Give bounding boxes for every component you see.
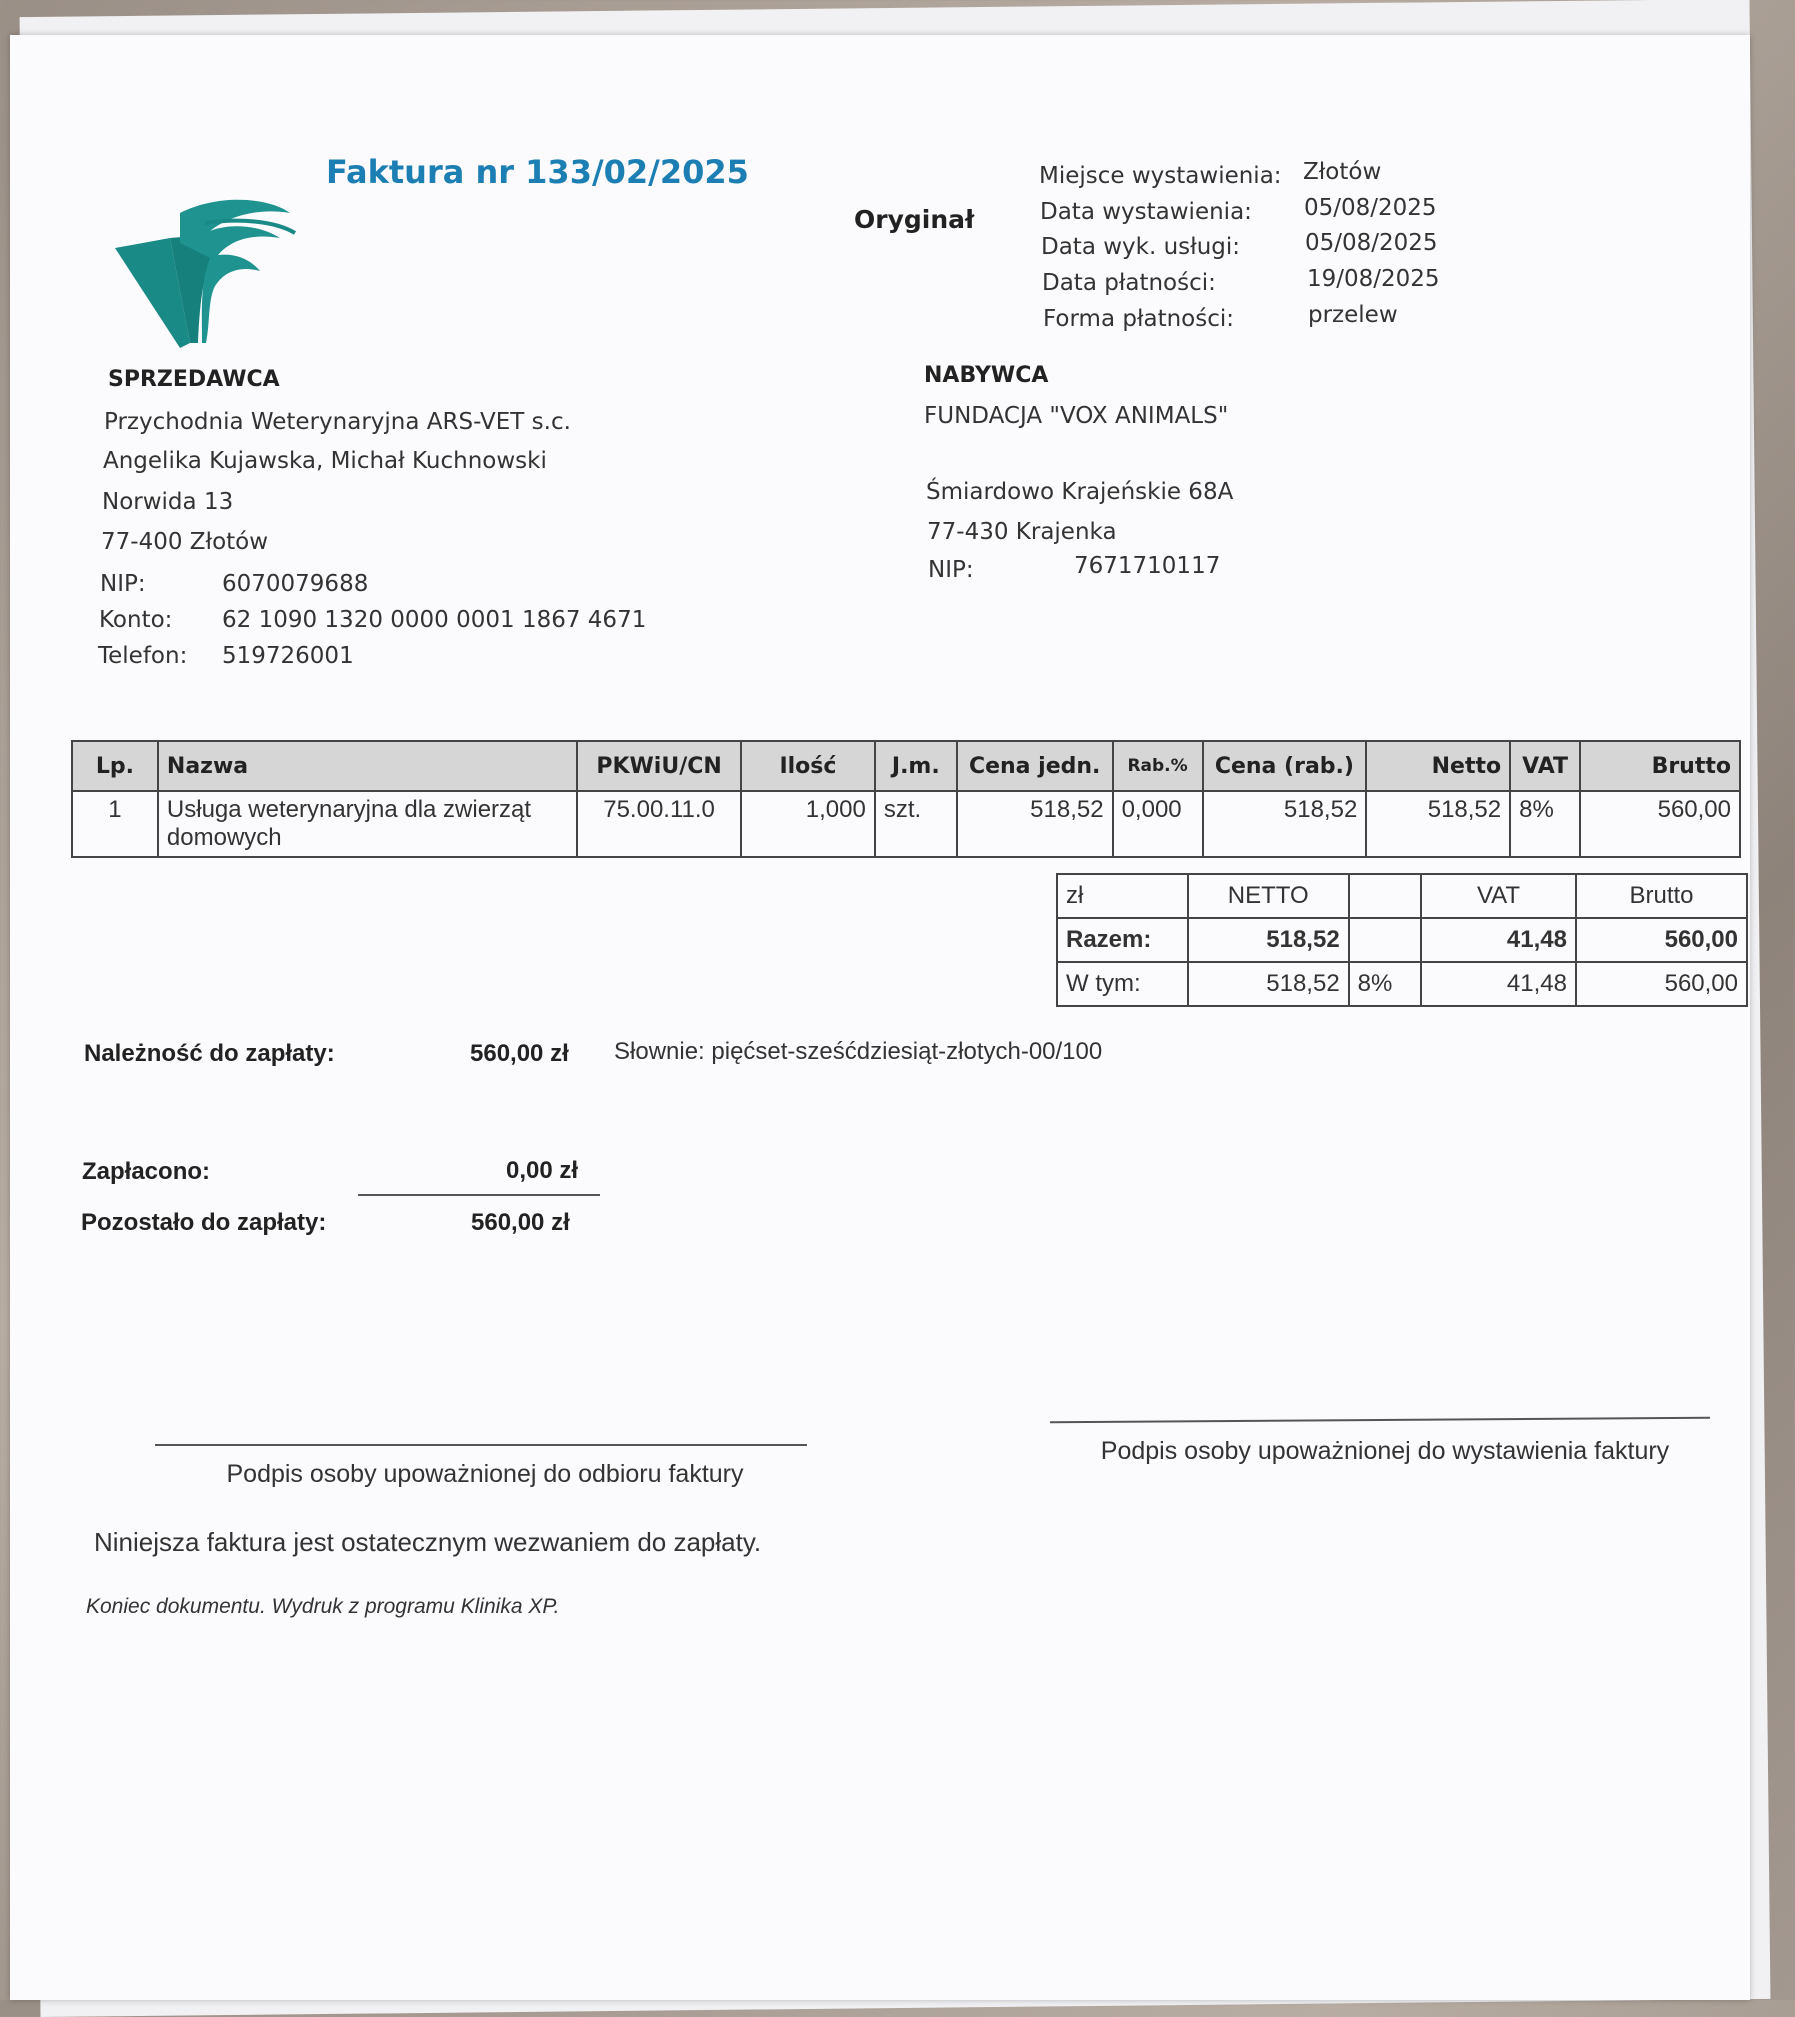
col-header-vat: VAT	[1510, 741, 1580, 791]
clinic-logo-icon	[110, 193, 300, 353]
paid-underline	[358, 1194, 600, 1196]
remaining-label: Pozostało do zapłaty:	[81, 1209, 327, 1236]
cell-net: 518,52	[1366, 791, 1510, 857]
totals-razem-label: Razem:	[1057, 918, 1188, 962]
totals-wtym-gross: 560,00	[1576, 962, 1747, 1006]
cell-gross: 560,00	[1580, 791, 1740, 857]
seller-phone-label: Telefon:	[98, 643, 188, 669]
receiver-signature-label: Podpis osoby upoważnionej do odbioru faktury	[226, 1460, 744, 1488]
seller-account: 62 1090 1320 0000 0001 1867 4671	[222, 607, 647, 633]
meta-value-due-date: 19/08/2025	[1307, 266, 1440, 292]
document-footer: Koniec dokumentu. Wydruk z programu Klinika XP.	[86, 1595, 560, 1618]
cell-name: Usługa weterynaryjna dla zwierząt domowych	[158, 791, 577, 857]
totals-header-currency: zł	[1057, 874, 1188, 918]
col-header-unit: J.m.	[875, 741, 957, 791]
amount-due-label: Należność do zapłaty:	[84, 1040, 335, 1067]
col-header-discounted-price: Cena (rab.)	[1203, 741, 1367, 791]
col-header-gross: Brutto	[1580, 741, 1740, 791]
cell-pkwiu: 75.00.11.0	[577, 791, 741, 857]
seller-account-label: Konto:	[99, 607, 173, 633]
buyer-nip-label: NIP:	[928, 557, 974, 583]
totals-wtym-rate: 8%	[1349, 962, 1421, 1006]
buyer-city: 77-430 Krajenka	[927, 519, 1117, 545]
paid-label: Zapłacono:	[82, 1158, 211, 1185]
totals-header-rate	[1349, 874, 1421, 918]
cell-discount: 0,000	[1113, 791, 1203, 857]
col-header-discount: Rab.%	[1113, 741, 1203, 791]
seller-city: 77-400 Złotów	[101, 529, 269, 555]
totals-wtym-net: 518,52	[1188, 962, 1349, 1006]
issuer-signature-line	[1050, 1417, 1710, 1424]
amount-due-value: 560,00 zł	[470, 1040, 569, 1067]
items-header-row	[72, 741, 1740, 791]
cell-vat: 8%	[1510, 791, 1580, 857]
issuer-signature-label: Podpis osoby upoważnionej do wystawienia faktury	[1100, 1437, 1670, 1465]
totals-razem-row	[1057, 918, 1747, 962]
col-header-qty: Ilość	[741, 741, 875, 791]
col-header-lp: Lp.	[72, 741, 158, 791]
totals-header-vat: VAT	[1421, 874, 1576, 918]
original-label: Oryginał	[854, 205, 975, 234]
invoice-title: Faktura nr 133/02/2025	[326, 153, 749, 191]
seller-nip-label: NIP:	[100, 571, 146, 597]
totals-header-row	[1057, 874, 1747, 918]
meta-label-place: Miejsce wystawienia:	[1039, 163, 1282, 189]
totals-razem-gross: 560,00	[1576, 918, 1747, 962]
buyer-nip: 7671710117	[1074, 553, 1221, 579]
meta-value-place: Złotów	[1303, 159, 1382, 185]
table-row	[72, 791, 1740, 857]
invoice-page	[10, 35, 1750, 2000]
seller-phone: 519726001	[222, 643, 354, 669]
col-header-net: Netto	[1366, 741, 1510, 791]
items-table	[71, 740, 1741, 858]
seller-nip: 6070079688	[222, 571, 369, 597]
buyer-street: Śmiardowo Krajeńskie 68A	[926, 479, 1234, 505]
meta-label-service-date: Data wyk. usługi:	[1041, 234, 1241, 260]
totals-table	[1056, 873, 1748, 1007]
totals-razem-rate	[1349, 918, 1421, 962]
cell-unit: szt.	[875, 791, 957, 857]
meta-label-due-date: Data płatności:	[1042, 270, 1216, 296]
remaining-value: 560,00 zł	[471, 1209, 570, 1236]
meta-value-payment-method: przelew	[1308, 302, 1398, 328]
col-header-name: Nazwa	[158, 741, 577, 791]
cell-lp: 1	[72, 791, 158, 857]
cell-unit-price: 518,52	[957, 791, 1113, 857]
totals-razem-vat: 41,48	[1421, 918, 1576, 962]
col-header-unit-price: Cena jedn.	[957, 741, 1113, 791]
totals-header-gross: Brutto	[1576, 874, 1747, 918]
buyer-name: FUNDACJA "VOX ANIMALS"	[924, 403, 1229, 429]
totals-razem-net: 518,52	[1188, 918, 1349, 962]
meta-label-payment-method: Forma płatności:	[1043, 306, 1235, 332]
col-header-pkwiu: PKWiU/CN	[577, 741, 741, 791]
paid-value: 0,00 zł	[506, 1157, 579, 1184]
cell-discounted-price: 518,52	[1203, 791, 1367, 857]
meta-label-issue-date: Data wystawienia:	[1040, 199, 1252, 225]
receiver-signature-line	[155, 1444, 807, 1446]
meta-value-issue-date: 05/08/2025	[1304, 195, 1437, 221]
seller-street: Norwida 13	[102, 489, 234, 515]
totals-wtym-label: W tym:	[1057, 962, 1188, 1006]
final-notice: Niniejsza faktura jest ostatecznym wezwaniem do zapłaty.	[94, 1527, 762, 1557]
amount-in-words: Słownie: pięćset-sześćdziesiąt-złotych-00/100	[614, 1038, 1103, 1065]
totals-header-net: NETTO	[1188, 874, 1349, 918]
totals-wtym-row	[1057, 962, 1747, 1006]
seller-name: Przychodnia Weterynaryjna ARS-VET s.c.	[104, 409, 571, 435]
seller-heading: SPRZEDAWCA	[108, 367, 280, 392]
buyer-heading: NABYWCA	[924, 363, 1049, 388]
seller-owners: Angelika Kujawska, Michał Kuchnowski	[103, 448, 547, 474]
totals-wtym-vat: 41,48	[1421, 962, 1576, 1006]
meta-value-service-date: 05/08/2025	[1305, 230, 1438, 256]
cell-qty: 1,000	[741, 791, 875, 857]
